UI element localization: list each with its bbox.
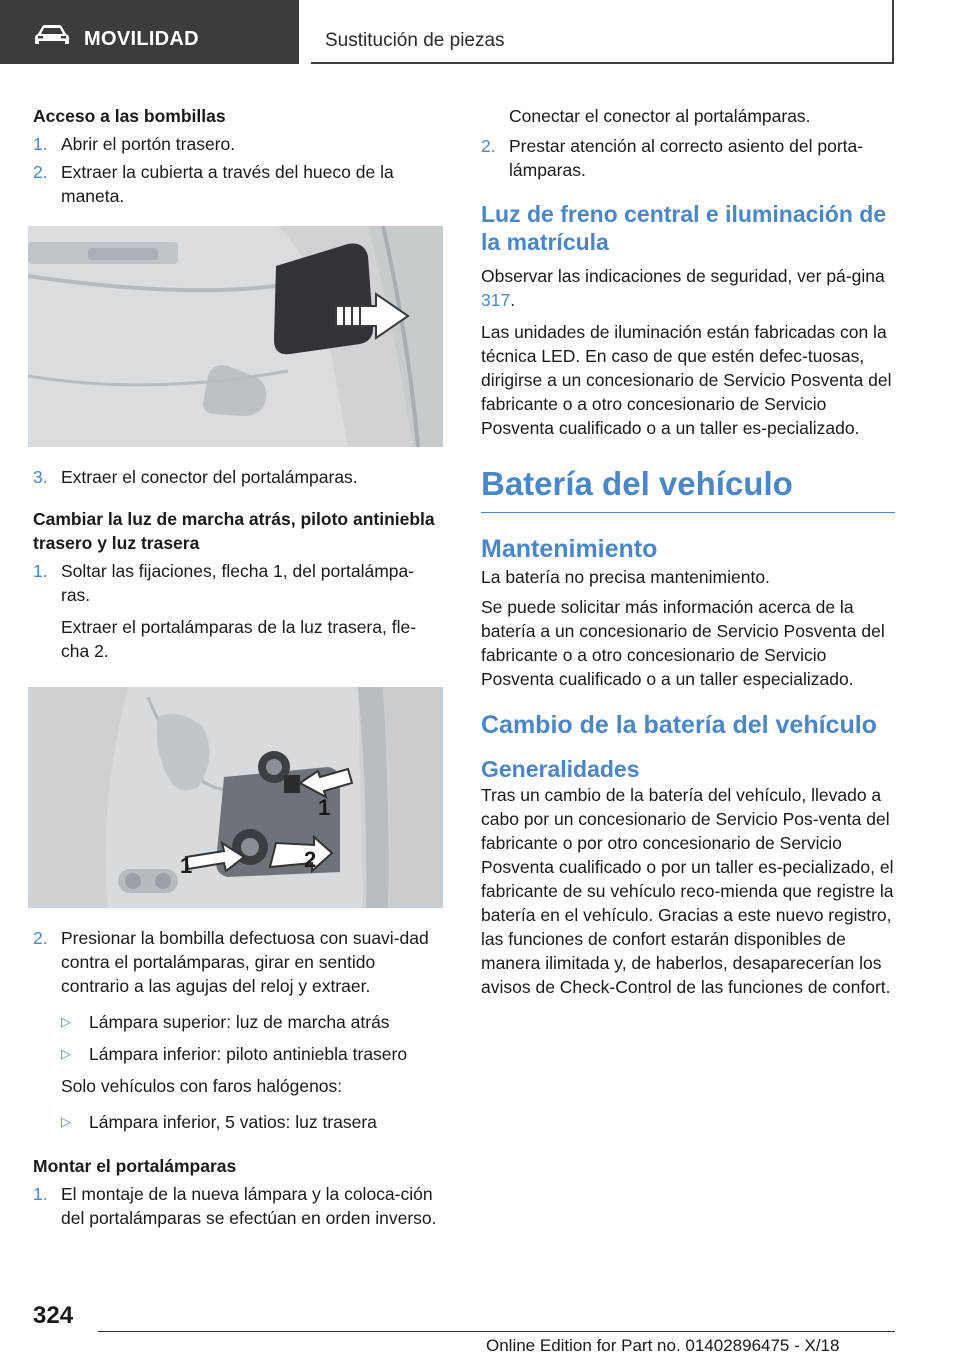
safety-paragraph <box>481 264 895 312</box>
item-number: 1. <box>33 134 48 154</box>
general-paragraph: Tras un cambio de la batería del vehículo, llevado a cabo por un concesionario de Servicio Pos-venta del fabricante o por otro concesionario de Servicio Posventa cualificado o por un taller es-pecializado, el fabricante de su vehículo reco-mienda que registre la batería en el vehículo. Gracias a este nuevo registro, las funciones de confort estarán disponibles de manera ilimitada y, de haberlos, desaparecerían los avisos de Check-Control de las funciones de confort. <box>481 785 894 997</box>
triangle-bullet-icon: ▷ <box>61 1114 71 1129</box>
chapter-title: Sustitución de piezas <box>325 30 505 51</box>
item-text: Soltar las fijaciones, flecha 1, del portalámpa-ras. <box>61 561 415 605</box>
figure-tailgate-cover <box>28 226 443 447</box>
safety-suffix: . <box>510 290 516 310</box>
maintenance-info-paragraph: Se puede solicitar más información acerca de la batería a un concesionario de Servicio Posventa del fabricante o a otro concesionario de Servicio Posventa cualificado o a un taller especializado. <box>481 597 885 689</box>
callout-number: 2 <box>304 847 317 872</box>
subheading-mount: Montar el portalámparas <box>33 1156 237 1176</box>
item-continuation: Conectar el conector al portalámparas. <box>509 106 811 126</box>
left-column <box>33 104 443 1230</box>
bullet-item <box>33 1110 443 1134</box>
bullet-item <box>33 1010 443 1034</box>
bullet-text: Lámpara inferior: piloto antiniebla trasero <box>89 1044 408 1064</box>
lamp-holder-illustration <box>28 687 443 908</box>
item-number: 2. <box>481 136 496 156</box>
item-text: El montaje de la nueva lámpara y la coloca-ción del portalámparas se efectúan en orden inverso. <box>61 1184 437 1228</box>
subheading-access: Acceso a las bombillas <box>33 106 226 126</box>
heading-general: Generalidades <box>481 756 640 782</box>
callout-number: 1 <box>318 795 331 820</box>
list-item <box>33 160 443 208</box>
list-item <box>33 559 443 607</box>
list-item <box>481 134 895 182</box>
heading-battery: Batería del vehículo <box>481 465 793 502</box>
bullet-text: Lámpara superior: luz de marcha atrás <box>89 1012 390 1032</box>
list-item <box>33 1182 443 1230</box>
figure-lamp-holder <box>28 687 443 908</box>
right-column <box>481 104 895 999</box>
item-text: Abrir el portón trasero. <box>61 134 236 154</box>
item-number: 2. <box>33 928 48 948</box>
chapter-header <box>311 0 894 64</box>
item-text: Presionar la bombilla defectuosa con suavi-dad contra el portalámparas, girar en sentido contrario a las agujas del reloj y extraer. <box>61 928 429 996</box>
list-item <box>33 926 443 998</box>
item-continuation: Extraer el portalámparas de la luz trasera, fle-cha 2. <box>61 617 417 661</box>
halogen-note: Solo vehículos con faros halógenos: <box>61 1076 343 1096</box>
page-number: 324 <box>33 1302 74 1329</box>
item-number: 2. <box>33 162 48 182</box>
safety-text: Observar las indicaciones de seguridad, ver pá-gina <box>481 266 885 286</box>
list-item <box>33 132 443 156</box>
page-link[interactable]: 317 <box>481 290 511 310</box>
section-title: MOVILIDAD <box>84 28 199 50</box>
section-tab <box>0 0 299 64</box>
item-text: Extraer el conector del portalámparas. <box>61 467 358 487</box>
list-item <box>33 465 443 489</box>
item-number: 1. <box>33 561 48 581</box>
item-number: 3. <box>33 467 48 487</box>
footer-edition: Online Edition for Part no. 01402896475 - X/18 <box>486 1336 840 1355</box>
bullet-item <box>33 1042 443 1066</box>
item-number: 1. <box>33 1184 48 1204</box>
heading-divider <box>481 512 895 513</box>
triangle-bullet-icon: ▷ <box>61 1014 71 1029</box>
subheading-change-lights: Cambiar la luz de marcha atrás, piloto antiniebla trasero y luz trasera <box>33 509 435 553</box>
heading-battery-change: Cambio de la batería del vehículo <box>481 711 877 739</box>
led-paragraph: Las unidades de iluminación están fabricadas con la técnica LED. En caso de que estén defec-tuosas, dirigirse a un concesionario de Servicio Posventa del fabricante o a otro concesionario de Servicio Posventa cualificado o a un taller es-pecializado. <box>481 322 892 438</box>
car-icon <box>34 24 70 46</box>
maintenance-paragraph: La batería no precisa mantenimiento. <box>481 567 770 587</box>
triangle-bullet-icon: ▷ <box>61 1046 71 1061</box>
footer-divider <box>98 1331 895 1332</box>
item-text: Extraer la cubierta a través del hueco de la maneta. <box>61 162 394 206</box>
tailgate-illustration <box>28 226 443 447</box>
heading-maintenance: Mantenimiento <box>481 535 658 563</box>
callout-number: 1 <box>180 853 193 878</box>
heading-brake-light: Luz de freno central e iluminación de la matrícula <box>481 201 887 255</box>
bullet-text: Lámpara inferior, 5 vatios: luz trasera <box>89 1112 377 1132</box>
item-text: Prestar atención al correcto asiento del porta-lámparas. <box>509 136 864 180</box>
